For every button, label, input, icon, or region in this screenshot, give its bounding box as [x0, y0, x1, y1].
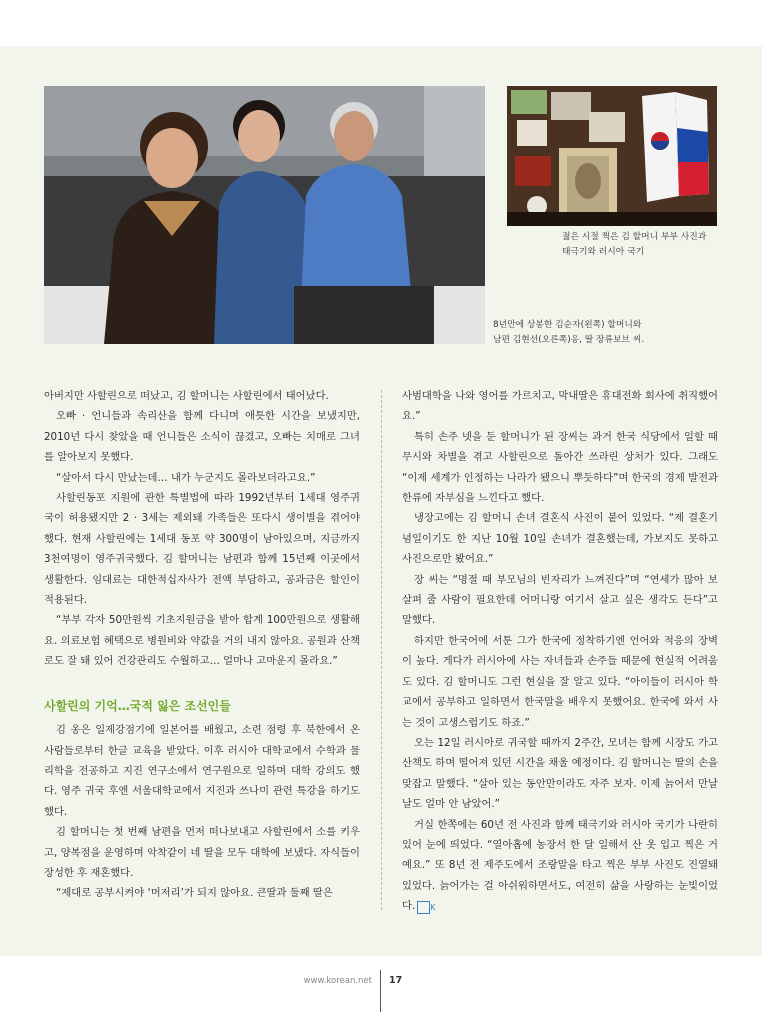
paragraph: 김 옹은 일제강점기에 일본어를 배웠고, 소련 점령 후 북한에서 온 사람들로부터 한글 교육을 받았다. 이후 러시아 대학교에서 수학과 물리학을 전공하고 지진 연구소에서 연구원으로 일하며 대학 강의도 했다. 영주 귀국 후엔 서울대학교에서 지진과 쓰나미 관련 특강을 하기도 했다. [44, 724, 360, 818]
column-divider [381, 390, 382, 910]
shelf-photo [507, 86, 717, 226]
section-subheading: 사할린의 기억…국적 잃은 조선인들 [44, 698, 231, 713]
side-photo-caption [562, 230, 742, 260]
top-margin [0, 0, 762, 46]
paragraph: “부부 각자 50만원씩 기초지원금을 받아 합계 100만원으로 생활해요. 의료보험 혜택으로 병원비와 약값을 거의 내지 않아요. 공원과 산책로도 잘 돼 있어 건강관리도 수월하고… 얼마나 고마운지 몰라요.” [44, 614, 360, 668]
paragraph: 사범대학을 나와 영어를 가르치고, 막내딸은 휴대전화 회사에 취직했어요.” [402, 390, 718, 423]
paragraph: “제대로 공부시켜야 ‘머저리’가 되지 않아요. 큰딸과 둘째 딸은 [56, 887, 333, 900]
right-column [402, 386, 718, 917]
family-photo-illustration [44, 86, 485, 344]
paragraph: 오빠 · 언니들과 속리산을 함께 다니며 애틋한 시간을 보냈지만, 2010년 다시 찾았을 때 언니들은 소식이 끊겼고, 오빠는 치매로 그녀를 알아보지 못했다. [44, 410, 360, 464]
left-column [44, 386, 360, 904]
shelf-photo-illustration [507, 86, 717, 226]
page-footer [0, 970, 762, 1010]
paragraph: 오는 12일 러시아로 귀국할 때까지 2주간, 모녀는 함께 시장도 가고 산책도 하며 떨어져 있던 시간을 채울 예정이다. 김 할머니는 딸의 손을 맞잡고 말했다. “살아 있는 동안만이라도 자주 보자. 이제 늙어서 만날 날도 얼마 안 남았어.” [402, 736, 718, 811]
end-mark-icon: K [417, 901, 430, 914]
final-paragraph-text: 거실 한쪽에는 60년 전 사진과 함께 태극기와 러시아 국기가 나란히 있어 눈에 띄었다. “열아홉에 농장서 한 달 일해서 산 옷 입고 찍은 거예요.” 또 8년 전 제주도에서 조랑말을 타고 찍은 부부 사진도 진열돼 있었다. 늙어가는 걸 아쉬워하면서도, 여전히 삶을 사랑하는 눈빛이었다. [402, 818, 718, 913]
side-caption-line2: 태극기와 러시아 국기 [562, 247, 645, 257]
main-photo-caption [493, 318, 693, 348]
paragraph-final [402, 815, 718, 917]
paragraph: 장 씨는 “명절 때 부모님의 빈자리가 느껴진다”며 “연세가 많아 보살펴 줄 사람이 필요한데 어머니랑 여기서 살고 싶은 생각도 든다”고 말했다. [402, 573, 718, 627]
page-number: 17 [389, 975, 403, 986]
footer-divider [380, 970, 381, 1012]
footer-url: www.korean.net [303, 976, 372, 986]
paragraph: 냉장고에는 김 할머니 손녀 결혼식 사진이 붙어 있었다. “제 결혼기념일이기도 한 지난 10월 10일 손녀가 결혼했는데, 가보지도 못하고 사진으로만 봤어요.” [402, 512, 718, 566]
side-caption-line1: 젊은 시절 찍은 김 할머니 부부 사진과 [562, 232, 707, 242]
paragraph: 특히 손주 넷을 둔 할머니가 된 장씨는 과거 한국 식당에서 일할 때 무시와 차별을 겪고 사할린으로 돌아간 쓰라린 상처가 있다. 그래도 “이제 세계가 인정하는 나라가 됐으니 뿌듯하다”며 한국의 경제 발전과 한류에 자부심을 느낀다고 했다. [402, 430, 718, 505]
paragraph: 아버지만 사할린으로 떠났고, 김 할머니는 사할린에서 태어났다. [44, 390, 329, 402]
paragraph: “살아서 다시 만났는데… 내가 누군지도 몰라보더라고요.” [56, 471, 316, 484]
paragraph: 사할린동포 지원에 관한 특별법에 따라 1992년부터 1세대 영주귀국이 허용됐지만 2 · 3세는 제외돼 가족들은 또다시 생이별을 겪어야 했다. 현재 사할린에는 1세대 동포 약 300명이 남아있으며, 지금까지 3천여명이 영주귀국했다. 김 할머니는 남편과 함께 15년째 이곳에서 생활한다. 임대료는 대한적십자사가 전액 부담하고, 공과금은 할인이 적용된다. [44, 492, 360, 607]
paragraph: 하지만 한국어에 서툰 그가 한국에 정착하기엔 언어와 적응의 장벽이 높다. 게다가 러시아에 사는 자녀들과 손주들 때문에 현실적 어려움도 있다. 김 할머니도 그런 현실을 잘 알고 있다. “아이들이 러시아 학교에서 공부하고 일하면서 한국말을 배우지 못했어요. 한국에 와서 사는 것이 고생스럽기도 하죠.” [402, 634, 718, 729]
main-caption-line2: 남편 김현선(오른쪽)옹, 딸 장류보브 씨. [493, 335, 645, 345]
paragraph: 김 할머니는 첫 번째 남편을 먼저 떠나보내고 사할린에서 소를 키우고, 양복점을 운영하며 악착같이 네 딸을 모두 대학에 보냈다. 자식들이 장성한 후 재혼했다. [44, 826, 360, 879]
main-caption-line1: 8년만에 상봉한 김순자(왼쪽) 할머니와 [493, 320, 642, 330]
family-photo [44, 86, 485, 344]
